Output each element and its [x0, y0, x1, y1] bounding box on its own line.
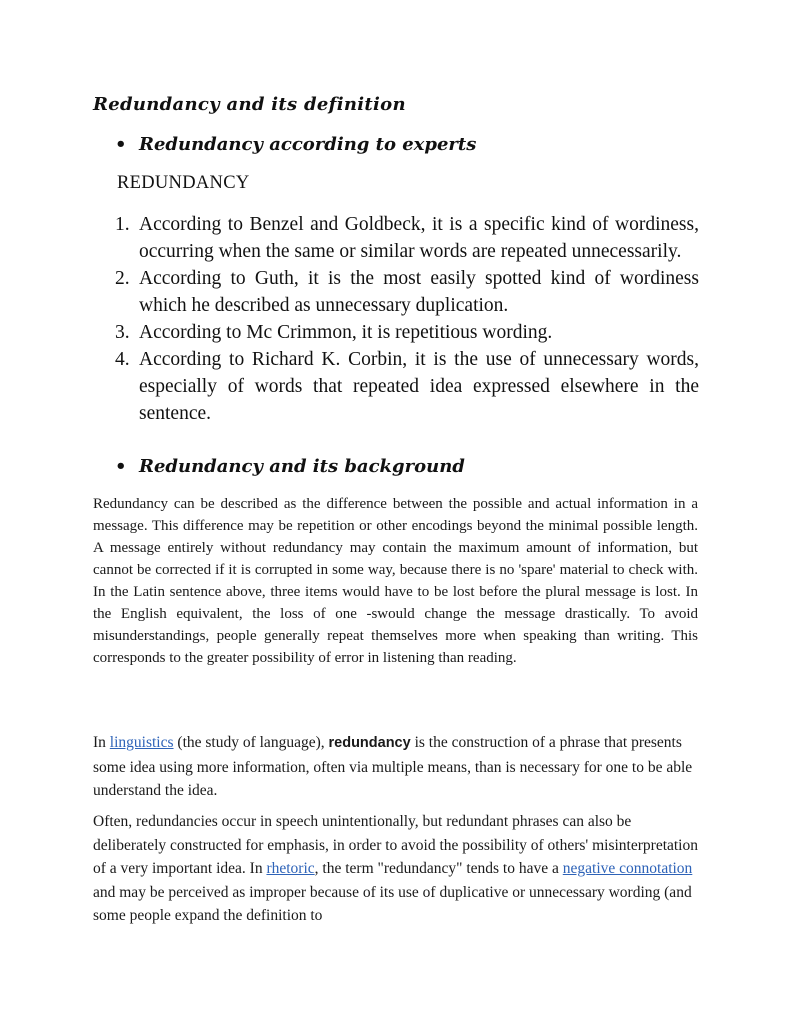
link-rhetoric[interactable]: rhetoric	[266, 860, 315, 877]
list-text: According to Mc Crimmon, it is repetitious wording.	[139, 322, 553, 343]
definitions-list	[115, 211, 699, 427]
bullet-heading-experts	[115, 134, 476, 155]
list-item	[115, 265, 699, 319]
text-run: Often, redundancies occur in speech unintentionally, but redundant phrases can also be deliberately constructed for emphasis, in order to avoid the possibility of others' misinterpretation of a very important idea. In	[93, 813, 698, 877]
bold-term: redundancy	[328, 735, 411, 751]
list-item	[115, 319, 699, 346]
text-run: (the study of language),	[173, 734, 329, 751]
text-run: , the term "redundancy" tends to have a	[314, 860, 563, 877]
text-run: and may be perceived as improper because of its use of duplicative or unnecessary wording (and some people expand the definition to	[93, 883, 692, 924]
list-text: According to Benzel and Goldbeck, it is a specific kind of wordiness, occurring when the same or similar words are repeated unnecessarily.	[139, 214, 699, 262]
list-number: 1.	[115, 214, 130, 235]
document-title: Redundancy and its definition	[93, 94, 406, 115]
subheading: REDUNDANCY	[117, 173, 250, 193]
paragraph-rhetoric	[93, 810, 698, 928]
bullet-dot-icon: •	[115, 134, 127, 155]
bullet-heading-text: Redundancy and its background	[139, 456, 465, 477]
text-run: In	[93, 734, 110, 751]
paragraph-background: Redundancy can be described as the difference between the possible and actual information in a message. This difference may be repetition or other encodings beyond the minimal possible length. A message entirely without redundancy may contain the maximum amount of information, but cannot be corrected if it is corrupted in some way, because there is no 'spare' material to check with. In the Latin sentence above, three items would have to be lost before the plural message is lost. In the English equivalent, the loss of one -swould change the message drastically. To avoid misunderstandings, people generally repeat themselves more when speaking than writing. This corresponds to the greater possibility of error in listening than reading.	[93, 496, 698, 666]
list-number: 4.	[115, 349, 130, 370]
list-text: According to Guth, it is the most easily spotted kind of wordiness which he described as unnecessary duplication.	[139, 268, 699, 316]
link-linguistics[interactable]: linguistics	[109, 734, 174, 751]
list-text: According to Richard K. Corbin, it is the use of unnecessary words, especially of words that repeated idea expressed elsewhere in the sentence.	[139, 349, 699, 424]
list-item	[115, 346, 699, 427]
list-item	[115, 211, 699, 265]
bullet-heading-background	[115, 456, 465, 477]
bullet-heading-text: Redundancy according to experts	[139, 134, 477, 155]
bullet-dot-icon: •	[115, 456, 127, 477]
paragraph-linguistics	[93, 731, 698, 803]
list-number: 3.	[115, 322, 130, 343]
text-run: is the construction of a phrase that presents some idea using more information, often via multiple means, than is necessary for one to be able understand the idea.	[93, 734, 693, 799]
link-negative-connotation[interactable]: negative connotation	[562, 860, 693, 877]
list-number: 2.	[115, 268, 130, 289]
